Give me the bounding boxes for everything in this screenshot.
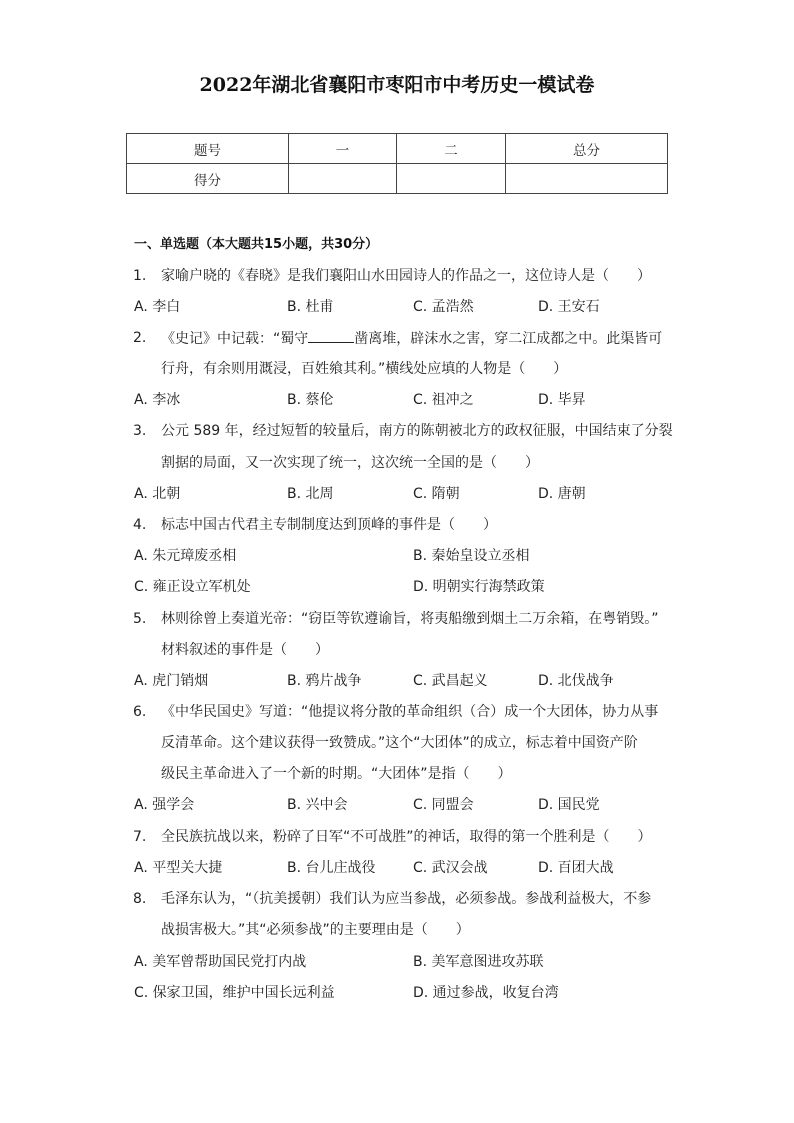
question-text-part: 《史记》中记载：“蜀守 — [161, 331, 309, 347]
question-text: 毛泽东认为，“（抗美援朝）我们认为应当参战，必须参战。参战利益极大，不参 — [161, 891, 652, 907]
option-a: A. 李冰 — [134, 392, 181, 408]
score-header-cell: 总分 — [506, 134, 668, 164]
score-header-cell: 二 — [397, 134, 506, 164]
option-b: B. 杜甫 — [287, 299, 334, 315]
option-a: A. 美军曾帮助国民党打内战 — [134, 954, 307, 970]
question-number: 1. — [133, 268, 147, 284]
question-number: 7. — [133, 829, 147, 845]
question-text: 《中华民国史》写道：“他提议将分散的革命组织（合）成一个大团体，协力从事 — [161, 704, 659, 720]
option-d: D. 王安石 — [538, 299, 600, 315]
option-a: A. 朱元璋废丞相 — [134, 548, 237, 564]
option-d: D. 通过参战，收复台湾 — [413, 985, 559, 1001]
question-text: 林则徐曾上奏道光帝：“窃臣等钦遵谕旨，将夷船缴到烟土二万余箱，在粤销毁。” — [161, 611, 659, 627]
score-header-cell: 题号 — [127, 134, 289, 164]
question-text: 材料叙述的事件是（ ） — [161, 642, 329, 658]
option-a: A. 平型关大捷 — [134, 860, 223, 876]
question-number: 3. — [133, 423, 147, 439]
question-text: 标志中国古代君主专制制度达到顶峰的事件是（ ） — [161, 517, 497, 533]
option-b: B. 兴中会 — [287, 797, 348, 813]
option-d: D. 毕昇 — [538, 392, 586, 408]
question-number: 8. — [133, 891, 147, 907]
question-text: 战损害极大。”其“必须参战”的主要理由是（ ） — [161, 922, 470, 938]
question-number: 5. — [133, 611, 147, 627]
score-header-cell: 一 — [289, 134, 397, 164]
option-c: C. 祖冲之 — [413, 392, 474, 408]
question-text: 家喻户晓的《春晓》是我们襄阳山水田园诗人的作品之一，这位诗人是（ ） — [161, 268, 651, 284]
option-c: C. 孟浩然 — [413, 299, 474, 315]
score-cell — [506, 164, 668, 194]
option-b: B. 秦始皇设立丞相 — [413, 548, 530, 564]
question-number: 4. — [133, 517, 147, 533]
fill-blank — [308, 328, 354, 343]
option-b: B. 台儿庄战役 — [287, 860, 376, 876]
option-c: C. 同盟会 — [413, 797, 474, 813]
option-c: C. 武昌起义 — [413, 673, 488, 689]
question-text-part: 凿离堆，辟沫水之害，穿二江成都之中。此渠皆可 — [354, 331, 663, 347]
question-text: 割据的局面，又一次实现了统一，这次统一全国的是（ ） — [161, 455, 539, 471]
exam-title: 2022年湖北省襄阳市枣阳市中考历史一模试卷 — [199, 74, 595, 96]
question-text: 级民主革命进入了一个新的时期。“大团体”是指（ ） — [161, 766, 512, 782]
question-text: 全民族抗战以来，粉碎了日军“不可战胜”的神话，取得的第一个胜利是（ ） — [161, 829, 652, 845]
score-table-header-row — [127, 134, 668, 164]
option-a: A. 北朝 — [134, 486, 181, 502]
option-c: C. 隋朝 — [413, 486, 460, 502]
question-number: 2. — [133, 330, 147, 346]
option-d: D. 国民党 — [538, 797, 600, 813]
option-a: A. 李白 — [134, 299, 181, 315]
score-cell — [397, 164, 506, 194]
section-heading: 一、单选题（本大题共15小题，共30分） — [134, 237, 379, 252]
option-d: D. 百团大战 — [538, 860, 614, 876]
option-d: D. 唐朝 — [538, 486, 586, 502]
score-row-label: 得分 — [127, 164, 289, 194]
option-b: B. 北周 — [287, 486, 334, 502]
question-number: 6. — [133, 704, 147, 720]
option-b: B. 美军意图进攻苏联 — [413, 954, 544, 970]
option-d: D. 北伐战争 — [538, 673, 614, 689]
question-text: 行舟，有余则用溉浸，百姓飨其利。”横线处应填的人物是（ ） — [161, 361, 568, 377]
question-text: 反清革命。这个建议获得一致赞成。”这个“大团体”的成立，标志着中国资产阶 — [161, 735, 638, 751]
question-text — [161, 328, 662, 349]
option-c: C. 保家卫国，维护中国长远利益 — [134, 985, 335, 1001]
question-text: 公元 589 年，经过短暂的较量后，南方的陈朝被北方的政权征服，中国结束了分裂 — [161, 423, 673, 439]
score-cell — [289, 164, 397, 194]
option-b: B. 蔡伦 — [287, 392, 334, 408]
score-table — [126, 133, 668, 194]
score-table-score-row — [127, 164, 668, 194]
option-d: D. 明朝实行海禁政策 — [413, 579, 545, 595]
option-c: C. 雍正设立军机处 — [134, 579, 251, 595]
option-c: C. 武汉会战 — [413, 860, 488, 876]
option-a: A. 虎门销烟 — [134, 673, 209, 689]
option-a: A. 强学会 — [134, 797, 195, 813]
option-b: B. 鸦片战争 — [287, 673, 362, 689]
